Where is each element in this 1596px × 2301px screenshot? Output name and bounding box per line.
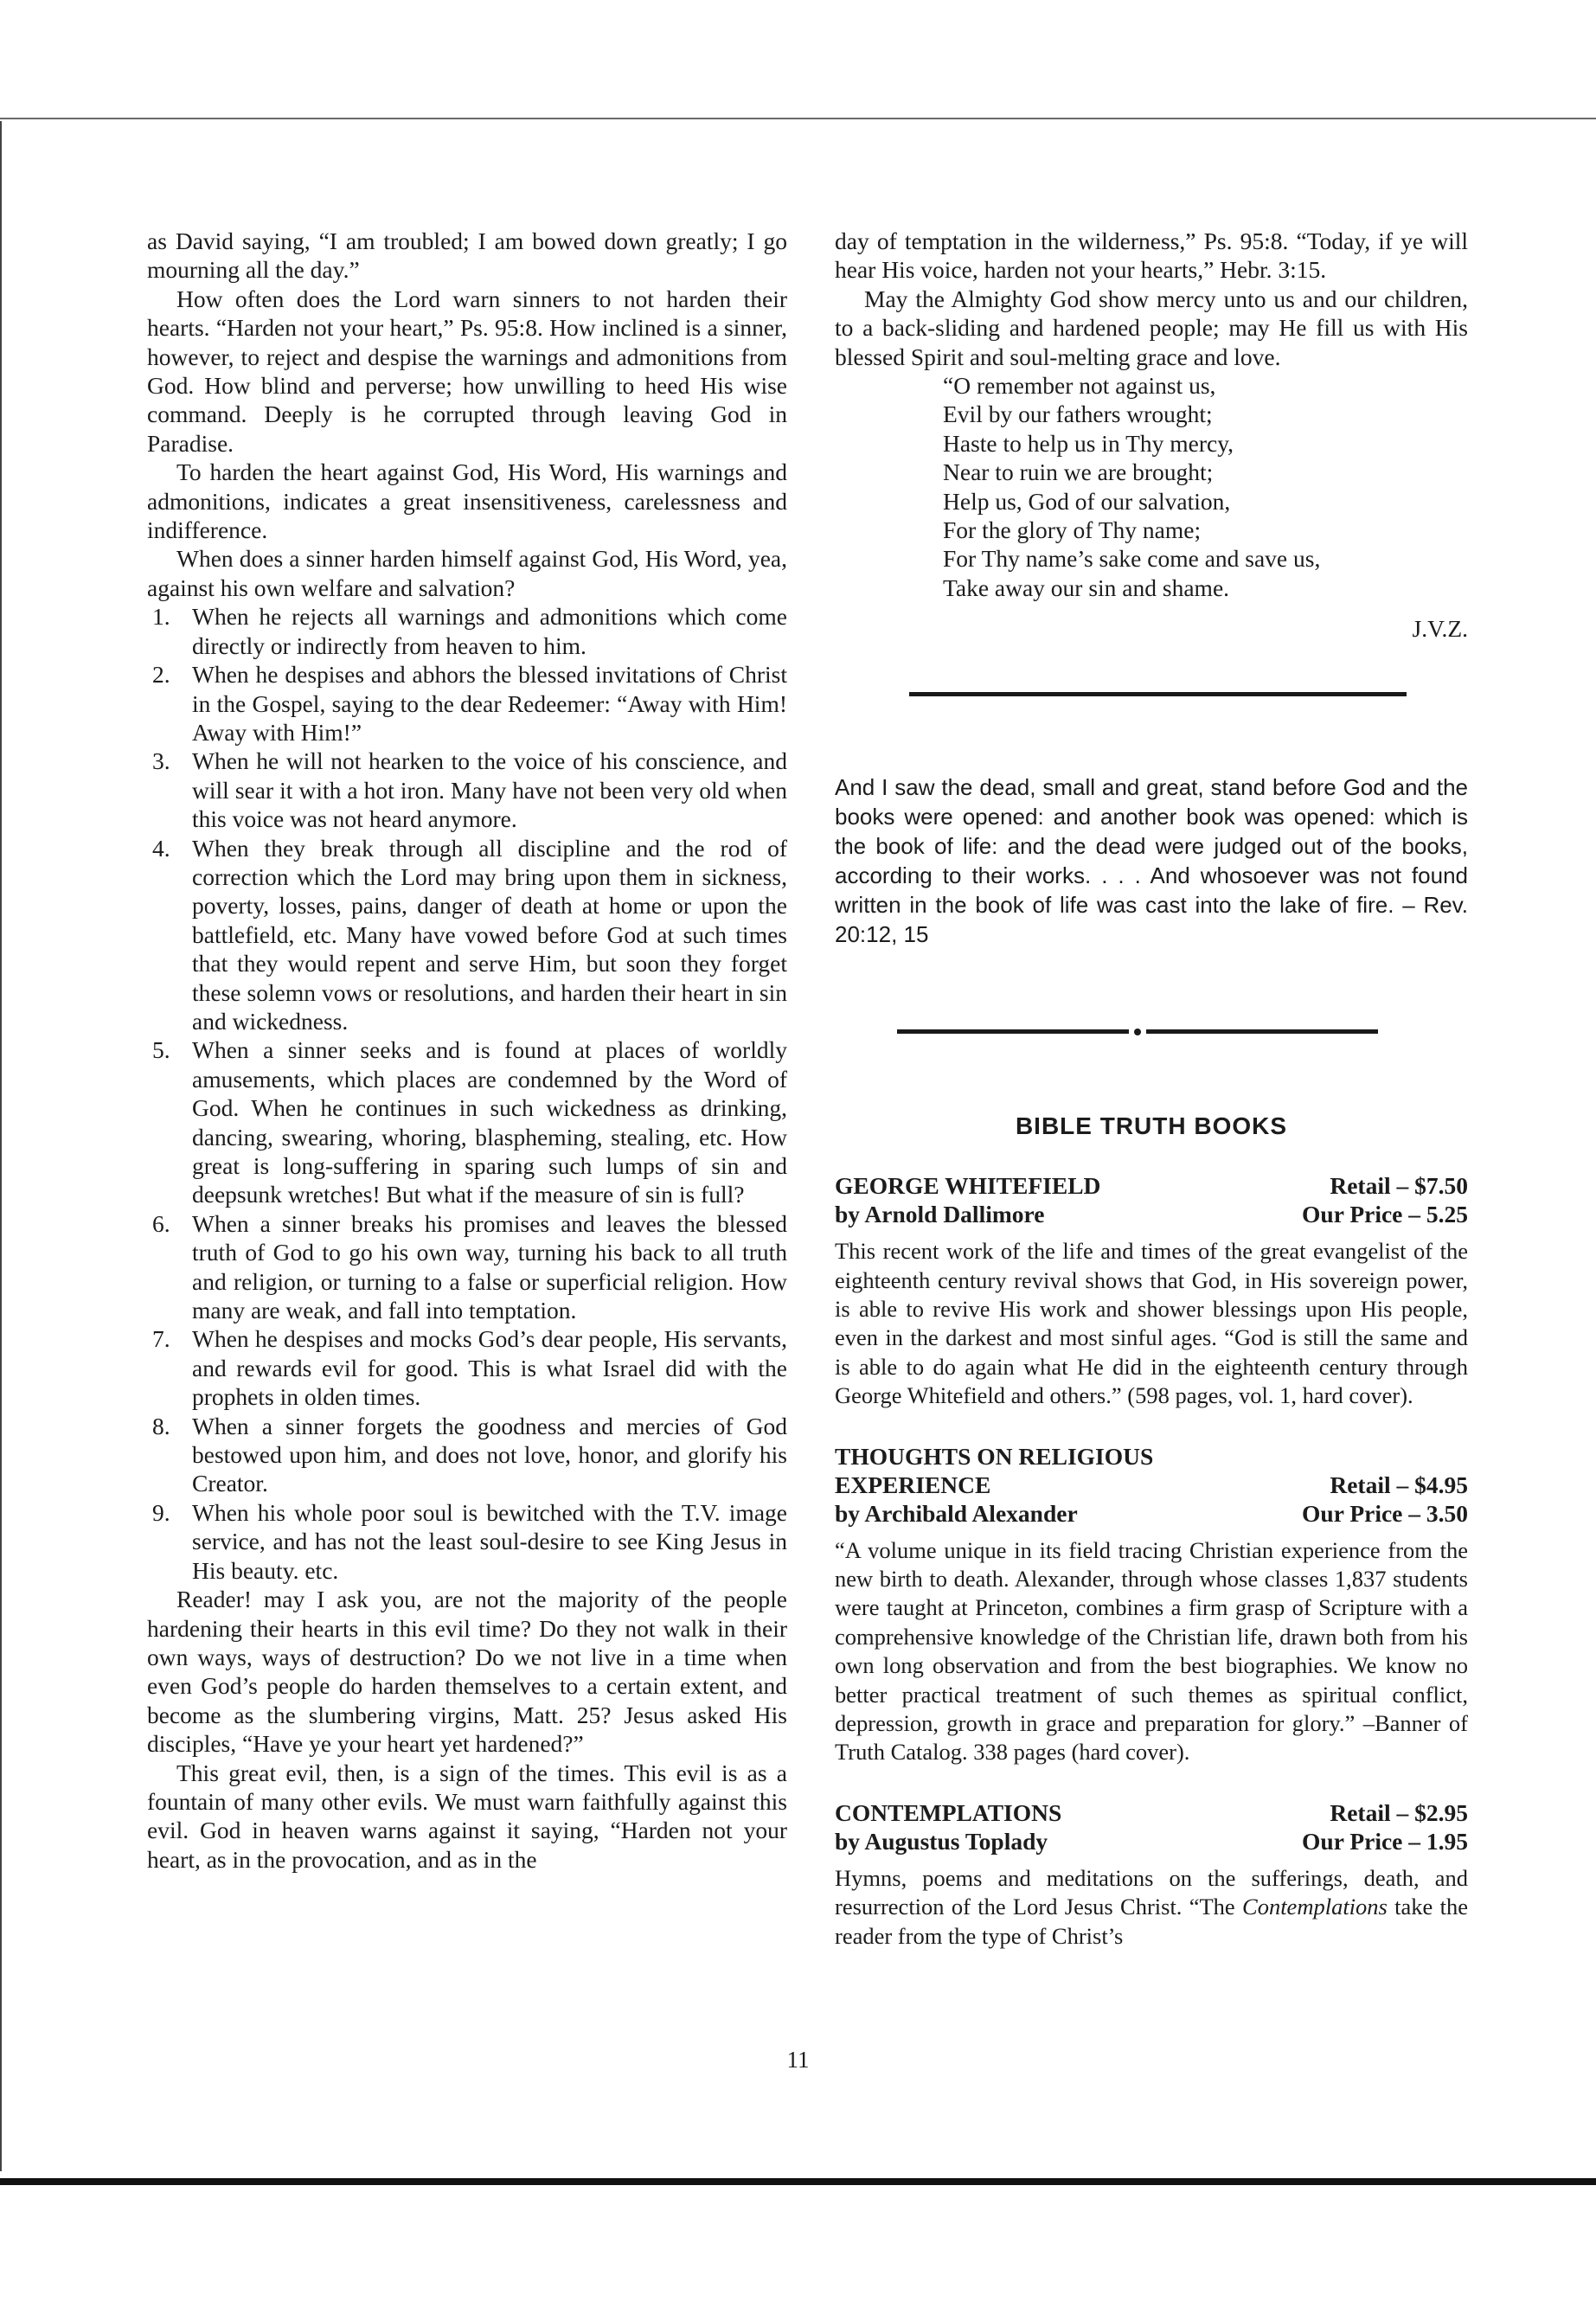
book-author: by Archibald Alexander <box>835 1499 1078 1527</box>
book-listing <box>835 1171 1468 1410</box>
list-item <box>147 1498 787 1585</box>
poem-line: Help us, God of our salvation, <box>943 487 1231 515</box>
list-text: When his whole poor soul is bewitched with the T.V. image service, and has not the least soul-desire to see King Jesus in His beauty. etc. <box>192 1498 787 1584</box>
list-text: When a sinner seeks and is found at places of worldly amusements, which places are condemned by the Word of God. When he continues in such wickedness as drinking, dancing, swearing, whoring, blaspheming, stealing, etc. How great is long-suffering in sparing such lumps of sin and deepsunk wretches! But what if the measure of sin is full? <box>192 1036 787 1208</box>
horizontal-rule <box>909 692 1407 696</box>
paragraph: May the Almighty God show mercy unto us and our children, to a back-sliding and hardened people; may He fill us with His blessed Spirit and soul-melting grace and love. <box>835 285 1468 370</box>
book-title: GEORGE WHITEFIELD <box>835 1172 1101 1200</box>
signature: J.V.Z. <box>1412 615 1468 643</box>
book-description <box>835 1536 1468 1767</box>
list-item <box>147 602 787 660</box>
paragraph: This great evil, then, is a sign of the times. This evil is as a fountain of many other evils. We must warn faithfully against this evil. God in heaven warns against it saying, “Harden not your heart, as in the provocation, and as in the <box>147 1759 787 1873</box>
right-column <box>835 227 1468 1951</box>
list-text: When a sinner forgets the goodness and mercies of God bestowed upon him, and does not love, honor, and glorify his Creator. <box>192 1412 787 1497</box>
list-number: 5. <box>152 1036 170 1064</box>
list-number: 3. <box>152 747 170 775</box>
paragraph: To harden the heart against God, His Word, His warnings and admonitions, indicates a great insensitiveness, carelessness and indifference. <box>147 458 787 544</box>
ornamental-divider <box>897 1029 1468 1035</box>
our-price: Our Price – 1.95 <box>1302 1827 1468 1855</box>
list-item <box>147 1209 787 1325</box>
book-author: by Arnold Dallimore <box>835 1201 1045 1228</box>
list-text: When he despises and abhors the blessed invitations of Christ in the Gospel, saying to the dear Redeemer: “Away with Him! Away with Him!” <box>192 661 787 746</box>
book-description-text <box>835 1864 1468 1951</box>
poem-line: Take away our sin and shame. <box>943 574 1230 601</box>
divider-bar <box>897 1029 1129 1034</box>
list-number: 6. <box>152 1209 170 1237</box>
desc-segment: take the reader from the type of Christ’s <box>835 1894 1468 1949</box>
our-price: Our Price – 3.50 <box>1302 1499 1468 1527</box>
list-item <box>147 1035 787 1208</box>
page-number: 11 <box>786 2047 810 2073</box>
list-number: 1. <box>152 603 170 631</box>
list-number: 8. <box>152 1412 170 1439</box>
poem-line: For Thy name’s sake come and save us, <box>943 545 1321 573</box>
poem-line: Haste to help us in Thy mercy, <box>943 429 1234 457</box>
list-text: When he rejects all warnings and admonitions which come directly or indirectly from heaven to him. <box>192 603 787 659</box>
list-item <box>147 747 787 833</box>
poem-line: For the glory of Thy name; <box>943 516 1202 544</box>
list-number: 9. <box>152 1498 170 1526</box>
book-listing <box>835 1442 1468 1767</box>
list-item <box>147 1324 787 1411</box>
scripture-verse <box>835 772 1468 949</box>
retail-price: Retail – $4.95 <box>1330 1471 1468 1498</box>
verse-text: And I saw the dead, small and great, stand before God and the books were opened: and another book was opened: which is the book of life: and the dead were judged out of the books, according to their works. . . . And whosoever was not found written in the book of life was cast into the lake of fire. – Rev. 20:12, 15 <box>835 773 1468 947</box>
desc-segment: Hymns, poems and meditations on the sufferings, death, and resurrection of the Lord Jesus Christ. “The <box>835 1864 1468 1920</box>
divider-dot <box>1134 1029 1141 1035</box>
top-rule <box>0 118 1596 119</box>
poem <box>943 371 1468 602</box>
list-text: When he despises and mocks God’s dear people, His servants, and rewards evil for good. This is what Israel did with the prophets in olden times. <box>192 1325 787 1411</box>
list-text: When a sinner breaks his promises and leaves the blessed truth of God to go his own way, turning his back to all truth and religion, or turning to a false or superficial religion. How many are weak, and fall into temptation. <box>192 1209 787 1324</box>
book-header <box>835 1171 1468 1228</box>
list-number: 2. <box>152 661 170 689</box>
page-left-edge <box>0 121 2 2171</box>
book-title: CONTEMPLATIONS <box>835 1798 1062 1826</box>
list-number: 7. <box>152 1325 170 1353</box>
list-text: When they break through all discipline and the rod of correction which the Lord may bring upon them in sickness, poverty, losses, pains, danger of death at home or upon the battlefield, etc. Many have vowed before God at such times that they would repent and serve Him, but soon they forget these solemn vows or resolutions, and harden their heart in sin and wickedness. <box>192 834 787 1035</box>
poem-line: Near to ruin we are brought; <box>943 458 1214 486</box>
poem-line: “O remember not against us, <box>943 372 1216 400</box>
section-title: BIBLE TRUTH BOOKS <box>1015 1112 1288 1139</box>
paragraph: day of temptation in the wilderness,” Ps. 95:8. “Today, if ye will hear His voice, harden not your hearts,” Hebr. 3:15. <box>835 228 1468 284</box>
book-description <box>835 1864 1468 1951</box>
list-item <box>147 660 787 747</box>
our-price: Our Price – 5.25 <box>1302 1201 1468 1228</box>
list-text: When he will not hearken to the voice of his conscience, and will sear it with a hot iron. Many have not been very old when this voice was not heard anymore. <box>192 747 787 833</box>
bottom-border <box>0 2178 1596 2185</box>
book-header <box>835 1798 1468 1856</box>
list-item <box>147 1412 787 1498</box>
retail-price: Retail – $7.50 <box>1330 1172 1468 1200</box>
book-header <box>835 1442 1468 1528</box>
retail-price: Retail – $2.95 <box>1330 1798 1468 1826</box>
list-number: 4. <box>152 834 170 862</box>
list-item <box>147 834 787 1036</box>
desc-italic: Contemplations <box>1242 1894 1388 1920</box>
paragraph: as David saying, “I am troubled; I am bowed down greatly; I go mourning all the day.” <box>147 228 787 284</box>
paragraph: How often does the Lord warn sinners to not harden their hearts. “Harden not your heart,” Ps. 95:8. How inclined is a sinner, however, to reject and despise the warnings and admonitions from God. How blind and perverse; how unwilling to heed His wise command. Deeply is he corrupted through leaving God in Paradise. <box>147 285 787 457</box>
book-listing <box>835 1798 1468 1951</box>
divider-bar <box>1146 1029 1378 1034</box>
book-description-text: “A volume unique in its field tracing Christian experience from the new birth to death. Alexander, through whose classes 1,837 students were taught at Princeton, combines a firm grasp of Scripture with a comprehensive knowledge of the Christian life, drawn both from his own long observation and from the best biographies. We know no better practical treatment of such themes as spiritual conflict, depression, growth in grace and preparation for glory.” –Banner of Truth Catalog. 338 pages (hard cover). <box>835 1536 1468 1766</box>
book-description <box>835 1237 1468 1410</box>
left-column <box>147 227 787 1874</box>
book-description-text: This recent work of the life and times of the great evangelist of the eighteenth century revival shows that God, in His sovereign power, is able to revive His work and shower blessings upon His people, even in the darkest and most sinful ages. “God is still the same and is able to do again what He did in the eighteenth century through George Whitefield and others.” (598 pages, vol. 1, hard cover). <box>835 1238 1468 1409</box>
paragraph: Reader! may I ask you, are not the majority of the people hardening their hearts in this evil time? Do they not walk in their own ways, ways of destruction? Do we not live in a time when even God’s people do harden themselves to a certain extent, and become as the slumbering virgins, Matt. 25? Jesus asked His disciples, “Have ye your heart yet hardened?” <box>147 1586 787 1758</box>
poem-line: Evil by our fathers wrought; <box>943 401 1213 428</box>
hardening-list <box>147 602 787 1585</box>
book-author: by Augustus Toplady <box>835 1827 1048 1855</box>
book-title: THOUGHTS ON RELIGIOUS EXPERIENCE <box>835 1442 1154 1498</box>
paragraph: When does a sinner harden himself against God, His Word, yea, against his own welfare and salvation? <box>147 545 787 601</box>
